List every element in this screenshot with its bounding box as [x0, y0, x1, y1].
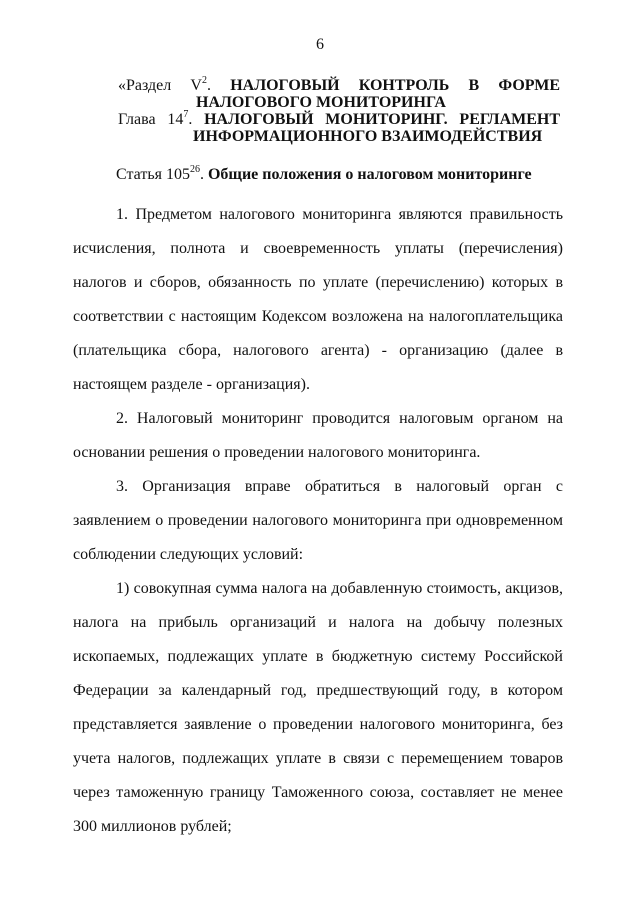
article-title: Общие положения о налоговом мониторинге — [207, 166, 532, 183]
section-heading-line1 — [118, 74, 561, 94]
section-title-line2: НАЛОГОВОГО МОНИТОРИНГА — [196, 94, 446, 111]
article-prefix: Статья 105 — [116, 166, 190, 183]
paragraph-4: 1) совокупная сумма налога на добавленную стоимость, акцизов, налога на прибыль организаций и налога на добычу полезных ископаемых, подлежащих уплате в бюджетную систему Российской Федерации за календарный год, предшествующий году, в котором представляется заявление о проведении налогового мониторинга, без учета налогов, подлежащих уплате в связи с перемещением товаров через таможенную границу Таможенного союза, составляет не менее 300 миллионов рублей; — [73, 580, 563, 835]
paragraph-3: 3. Организация вправе обратиться в налоговый орган с заявлением о проведении налогового мониторинга при одновременном соблюдении следующих условий: — [73, 478, 563, 563]
chapter-heading-line1 — [118, 108, 561, 128]
article-heading: Статья $105^{26}$. Общие положения о налоговом мониторинге — [116, 163, 532, 183]
chapter-title-line1: НАЛОГОВЫЙ МОНИТОРИНГ. РЕГЛАМЕНТ — [204, 111, 561, 128]
paragraph-1: 1. Предметом налогового мониторинга являются правильность исчисления, полнота и своевременность уплаты (перечисления) налогов и сборов, обязанность по уплате (перечислению) которых в соответствии с настоящим Кодексом возложена на налогоплательщика (плательщика сбора, налогового агента) - организацию (далее в настоящем разделе - организация). — [73, 206, 563, 393]
chapter-heading — [118, 108, 561, 145]
page-number: 6 — [316, 36, 324, 53]
chapter-superscript: 7 — [183, 108, 189, 120]
section-title-line1: НАЛОГОВЫЙ КОНТРОЛЬ В ФОРМЕ — [230, 77, 561, 94]
chapter-prefix: Глава $14^7$. — [118, 108, 193, 128]
section-superscript: 2 — [202, 74, 207, 86]
section-heading — [118, 74, 561, 111]
body-text — [73, 198, 563, 844]
section-prefix: «Раздел $V^2$. — [118, 74, 211, 94]
chapter-title-line2: ИНФОРМАЦИОННОГО ВЗАИМОДЕЙСТВИЯ — [193, 128, 543, 145]
article-superscript: 26 — [189, 163, 200, 175]
paragraph-2: 2. Налоговый мониторинг проводится налоговым органом на основании решения о проведении налогового мониторинга. — [73, 410, 563, 461]
